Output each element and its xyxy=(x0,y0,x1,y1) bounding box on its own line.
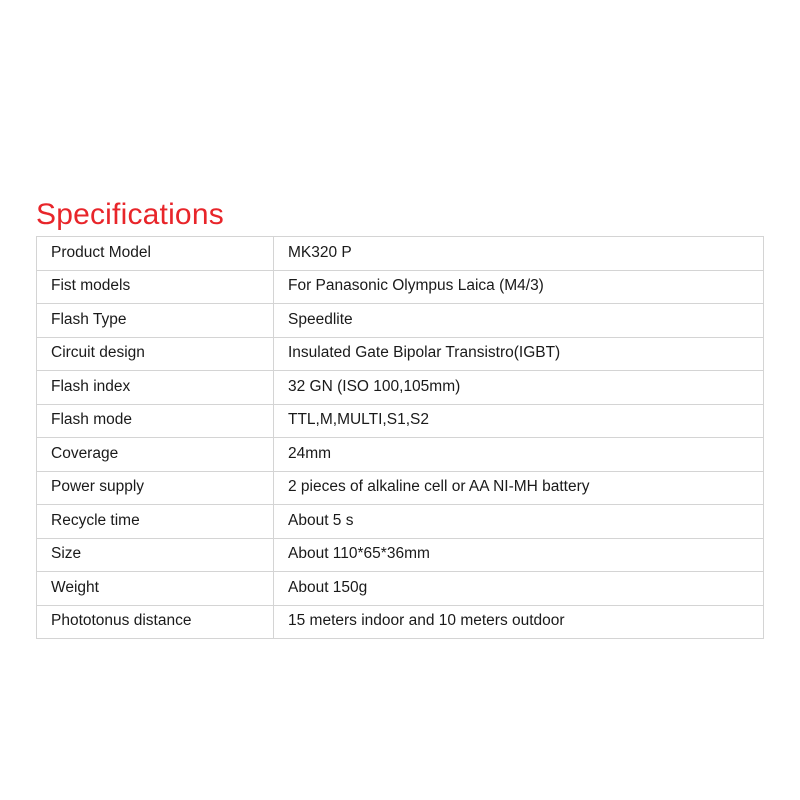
spec-label: Phototonus distance xyxy=(37,605,274,639)
table-row xyxy=(37,337,764,371)
spec-label: Circuit design xyxy=(37,337,274,371)
spec-label: Recycle time xyxy=(37,505,274,539)
table-row xyxy=(37,237,764,271)
table-row xyxy=(37,438,764,472)
spec-label: Flash index xyxy=(37,371,274,405)
table-row xyxy=(37,605,764,639)
spec-value: 15 meters indoor and 10 meters outdoor xyxy=(274,605,764,639)
spec-label: Fist models xyxy=(37,270,274,304)
spec-label: Power supply xyxy=(37,471,274,505)
table-row xyxy=(37,304,764,338)
spec-label: Coverage xyxy=(37,438,274,472)
spec-value: Speedlite xyxy=(274,304,764,338)
spec-value: 32 GN (ISO 100,105mm) xyxy=(274,371,764,405)
spec-label: Product Model xyxy=(37,237,274,271)
table-row xyxy=(37,270,764,304)
table-row xyxy=(37,471,764,505)
spec-label: Flash mode xyxy=(37,404,274,438)
specifications-table xyxy=(36,236,764,639)
page-title: Specifications xyxy=(36,198,224,232)
spec-value: 24mm xyxy=(274,438,764,472)
table-row xyxy=(37,538,764,572)
spec-value: About 150g xyxy=(274,572,764,606)
spec-value: MK320 P xyxy=(274,237,764,271)
table-row xyxy=(37,505,764,539)
specifications-table-body xyxy=(37,237,764,639)
spec-value: TTL,M,MULTI,S1,S2 xyxy=(274,404,764,438)
table-row xyxy=(37,404,764,438)
table-row xyxy=(37,572,764,606)
spec-label: Size xyxy=(37,538,274,572)
spec-value: 2 pieces of alkaline cell or AA NI-MH battery xyxy=(274,471,764,505)
spec-label: Flash Type xyxy=(37,304,274,338)
spec-value: About 5 s xyxy=(274,505,764,539)
table-row xyxy=(37,371,764,405)
spec-label: Weight xyxy=(37,572,274,606)
spec-value: For Panasonic Olympus Laica (M4/3) xyxy=(274,270,764,304)
spec-value: Insulated Gate Bipolar Transistro(IGBT) xyxy=(274,337,764,371)
spec-value: About 110*65*36mm xyxy=(274,538,764,572)
